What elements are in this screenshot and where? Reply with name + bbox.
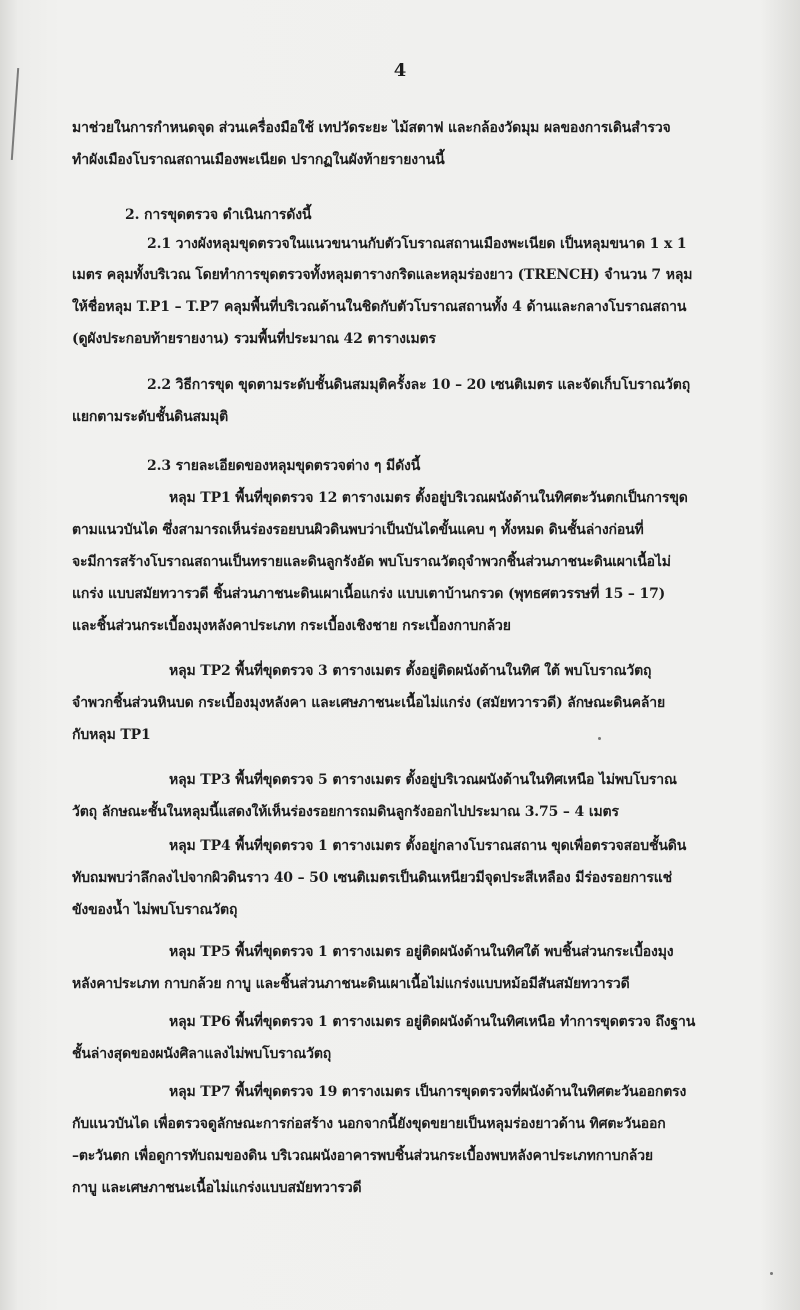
text-line: ตามแนวบันได ซึ่งสามารถเห็นร่องรอยบนผิวดินพบว่าเป็นบันไดขั้นแคบ ๆ ทั้งหมด ดินชั้นล่างก่อนที่ bbox=[72, 522, 644, 538]
text-line: ขังของน้ำ ไม่พบโบราณวัตถุ bbox=[72, 902, 238, 918]
text-line: กับแนวบันได เพื่อตรวจดูลักษณะการก่อสร้าง นอกจากนี้ยังขุดขยายเป็นหลุมร่องยาวด้าน ทิศตะวันออก bbox=[72, 1116, 666, 1132]
text-line: มาช่วยในการกำหนดจุด ส่วนเครื่องมือใช้ เทปวัดระยะ ไม้สตาฟ และกล้องวัดมุม ผลของการเดินสำรวจ bbox=[72, 120, 671, 136]
text-line: ทำผังเมืองโบราณสถานเมืองพะเนียด ปรากฏในผังท้ายรายงานนี้ bbox=[72, 152, 445, 168]
text-line: 2.3 รายละเอียดของหลุมขุดตรวจต่าง ๆ มีดังนี้ bbox=[147, 458, 421, 474]
text-line: หลุม TP1 พื้นที่ขุดตรวจ 12 ตารางเมตร ตั้งอยู่บริเวณผนังด้านในทิศตะวันตกเป็นการขุด bbox=[169, 490, 688, 506]
text-line: หลุม TP6 พื้นที่ขุดตรวจ 1 ตารางเมตร อยู่ติดผนังด้านในทิศเหนือ ทำการขุดตรวจ ถึงฐาน bbox=[169, 1014, 696, 1030]
page-number: 4 bbox=[393, 60, 407, 81]
text-line: แกร่ง แบบสมัยทวารวดี ชิ้นส่วนภาชนะดินเผาเนื้อแกร่ง แบบเตาบ้านกรวด (พุทธศตวรรษที่ 15 – 17) bbox=[72, 586, 666, 602]
text-line: 2.2 วิธีการขุด ขุดตามระดับชั้นดินสมมุติครั้งละ 10 – 20 เซนติเมตร และจัดเก็บโบราณวัตถุ bbox=[147, 377, 691, 393]
margin-mark bbox=[11, 68, 19, 160]
text-line: หลุม TP3 พื้นที่ขุดตรวจ 5 ตารางเมตร ตั้งอยู่บริเวณผนังด้านในทิศเหนือ ไม่พบโบราณ bbox=[169, 772, 677, 788]
text-line: ชั้นล่างสุดของผนังศิลาแลงไม่พบโบราณวัตถุ bbox=[72, 1046, 332, 1062]
scan-speck bbox=[770, 1272, 773, 1275]
text-line: กับหลุม TP1 bbox=[72, 727, 151, 743]
scan-speck bbox=[598, 737, 601, 740]
text-line: ให้ชื่อหลุม T.P1 – T.P7 คลุมพื้นที่บริเวณด้านในชิดกับตัวโบราณสถานทั้ง 4 ด้านและกลางโบราณสถาน bbox=[72, 299, 687, 315]
text-line: หลุม TP7 พื้นที่ขุดตรวจ 19 ตารางเมตร เป็นการขุดตรวจที่ผนังด้านในทิศตะวันออกตรง bbox=[169, 1084, 687, 1100]
text-line: หลุม TP2 พื้นที่ขุดตรวจ 3 ตารางเมตร ตั้งอยู่ติดผนังด้านในทิศ ใต้ พบโบราณวัตถุ bbox=[169, 663, 652, 679]
text-line: หลุม TP4 พื้นที่ขุดตรวจ 1 ตารางเมตร ตั้งอยู่กลางโบราณสถาน ขุดเพื่อตรวจสอบชั้นดิน bbox=[169, 838, 687, 854]
text-line: 2.1 วางผังหลุมขุดตรวจในแนวขนานกับตัวโบราณสถานเมืองพะเนียด เป็นหลุมขนาด 1 x 1 bbox=[147, 236, 687, 252]
section-heading: 2. การขุดตรวจ ดำเนินการดังนี้ bbox=[125, 207, 312, 223]
text-line: –ตะวันตก เพื่อดูการทับถมของดิน บริเวณผนังอาคารพบชิ้นส่วนกระเบื้องพบหลังคาประเภทกาบกล้วย bbox=[72, 1148, 653, 1164]
text-line: กาบู และเศษภาชนะเนื้อไม่แกร่งแบบสมัยทวารวดี bbox=[72, 1180, 362, 1196]
text-line: จำพวกชิ้นส่วนหินบด กระเบื้องมุงหลังคา และเศษภาชนะเนื้อไม่แกร่ง (สมัยทวารวดี) ลักษณะดินคล้าย bbox=[72, 695, 666, 711]
text-line: หลังคาประเภท กาบกล้วย กาบู และชิ้นส่วนภาชนะดินเผาเนื้อไม่แกร่งแบบหม้อมีสันสมัยทวารวดี bbox=[72, 976, 630, 992]
text-line: วัตถุ ลักษณะชั้นในหลุมนี้แสดงให้เห็นร่องรอยการถมดินลูกรังออกไปประมาณ 3.75 – 4 เมตร bbox=[72, 804, 619, 820]
text-line: หลุม TP5 พื้นที่ขุดตรวจ 1 ตารางเมตร อยู่ติดผนังด้านในทิศใต้ พบชิ้นส่วนกระเบื้องมุง bbox=[169, 944, 674, 960]
text-line: (ดูผังประกอบท้ายรายงาน) รวมพื้นที่ประมาณ 42 ตารางเมตร bbox=[72, 331, 436, 347]
text-line: แยกตามระดับชั้นดินสมมุติ bbox=[72, 409, 229, 425]
text-line: และชิ้นส่วนกระเบื้องมุงหลังคาประเภท กระเบื้องเชิงชาย กระเบื้องกาบกล้วย bbox=[72, 618, 511, 634]
text-line: ทับถมพบว่าลึกลงไปจากผิวดินราว 40 – 50 เซนติเมตรเป็นดินเหนียวมีจุดประสีเหลือง มีร่องรอยการแช่ bbox=[72, 870, 672, 886]
text-line: เมตร คลุมทั้งบริเวณ โดยทำการขุดตรวจทั้งหลุมตารางกริดและหลุมร่องยาว (TRENCH) จำนวน 7 หลุม bbox=[72, 267, 693, 283]
text-line: จะมีการสร้างโบราณสถานเป็นทรายและดินลูกรังอัด พบโบราณวัตถุจำพวกชิ้นส่วนภาชนะดินเผาเนื้อไม่ bbox=[72, 554, 671, 570]
